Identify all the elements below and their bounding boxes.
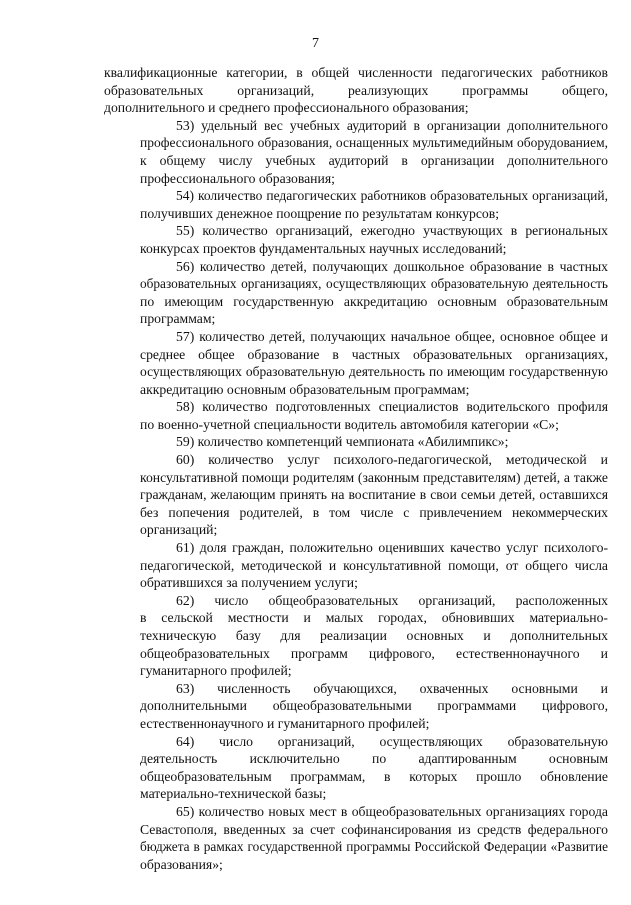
text-line: образовательных организаций, реализующих программы общего,: [104, 82, 608, 98]
text-line: материально-технической базы;: [140, 786, 327, 802]
text-line: 53) удельный вес учебных аудиторий в организации дополнительного: [176, 117, 608, 133]
text-line: аккредитацию основным образовательным программам;: [140, 381, 470, 397]
list-item: [104, 328, 608, 398]
text-line: Севастополя, введенных за счет софинансирования из средств федерального: [140, 821, 608, 837]
text-line: программам;: [140, 311, 216, 327]
text-line: обратившихся за получением услуги;: [140, 575, 358, 591]
text-line: 57) количество детей, получающих начальное общее, основное общее и: [176, 328, 608, 344]
text-line: квалификационные категории, в общей численности педагогических работников: [104, 65, 608, 80]
text-line: гуманитарного профилей;: [140, 663, 292, 679]
text-line: дополнительными общеобразовательными программами цифрового,: [140, 698, 608, 714]
list-item: [104, 187, 608, 222]
text-line: 60) количество услуг психолого-педагогической, методической и: [176, 452, 608, 468]
list-item: [104, 733, 608, 803]
text-line: 62) число общеобразовательных организаций, расположенных: [176, 592, 608, 608]
list-item: [104, 398, 608, 433]
text-line: образовательных организациях, осуществляющих образовательную деятельность: [140, 276, 608, 292]
text-line: 59) количество компетенций чемпионата «Абилимпикс»;: [176, 434, 509, 450]
text-line: техническую базу для реализации основных и дополнительных: [140, 628, 608, 643]
list-item: [104, 258, 608, 328]
list-item: [104, 433, 608, 451]
text-line: гражданам, желающим принять на воспитание в свои семьи детей, оставшихся: [140, 487, 608, 503]
list-item: [104, 803, 608, 873]
document-body: [104, 64, 608, 873]
text-line: общеобразовательным программам, в которых прошло обновление: [140, 768, 608, 784]
text-line: образования»;: [140, 856, 223, 872]
text-line: профессионального образования, оснащенных мультимедийным оборудованием,: [140, 135, 608, 151]
text-line: профессионального образования;: [140, 170, 335, 186]
text-line: по военно-учетной специальности водитель автомобиля категории «С»;: [140, 416, 559, 432]
text-line: естественнонаучного и гуманитарного профилей;: [140, 715, 430, 731]
text-line: по имеющим государственную аккредитацию основным образовательным: [140, 293, 608, 309]
list-item: [104, 539, 608, 592]
text-line: получивших денежное поощрение по результатам конкурсов;: [140, 205, 500, 221]
list-item: [104, 222, 608, 257]
text-line: без попечения родителей, в том числе с привлечением некоммерческих: [140, 504, 608, 520]
text-line: педагогической, методической и консультативной помощи, от общего числа: [140, 557, 608, 573]
text-line: 63) численность обучающихся, охваченных основными и: [176, 680, 608, 696]
text-line: конкурсах проектов фундаментальных научных исследований;: [140, 240, 507, 256]
list-item: [104, 117, 608, 187]
text-line: 58) количество подготовленных специалистов водительского профиля: [176, 399, 608, 415]
list-item: [104, 64, 608, 117]
text-line: общеобразовательных программ цифрового, естественнонаучного и: [140, 645, 608, 661]
list-item: [104, 680, 608, 733]
text-line: организаций;: [140, 522, 218, 538]
text-line: осуществляющих образовательную деятельность по имеющим государственную: [140, 364, 608, 380]
text-line: 64) число организаций, осуществляющих образовательную: [176, 733, 608, 749]
text-line: 61) доля граждан, положительно оценивших качество услуг психолого-: [176, 540, 608, 556]
list-item: [104, 451, 608, 539]
text-line: 54) количество педагогических работников образовательных организаций,: [176, 188, 608, 204]
text-line: бюджета в рамках государственной программы Российской Федерации «Развитие: [140, 839, 608, 855]
text-line: дополнительного и среднего профессионального образования;: [104, 100, 469, 116]
text-line: к общему числу учебных аудиторий в организации дополнительного: [140, 152, 608, 168]
text-line: 55) количество организаций, ежегодно участвующих в региональных: [176, 223, 608, 239]
text-line: 56) количество детей, получающих дошкольное образование в частных: [176, 258, 608, 274]
text-line: 65) количество новых мест в общеобразовательных организациях города: [176, 803, 608, 819]
text-line: деятельность исключительно по адаптированным основным: [140, 751, 608, 767]
text-line: среднее общее образование в частных образовательных организациях,: [140, 346, 608, 362]
text-line: консультативной помощи родителям (законным представителям) детей, а также: [140, 469, 608, 485]
page-number: 7: [312, 36, 319, 51]
text-line: в сельской местности и малых городах, обновивших материально-: [140, 610, 608, 626]
list-item: [104, 592, 608, 680]
